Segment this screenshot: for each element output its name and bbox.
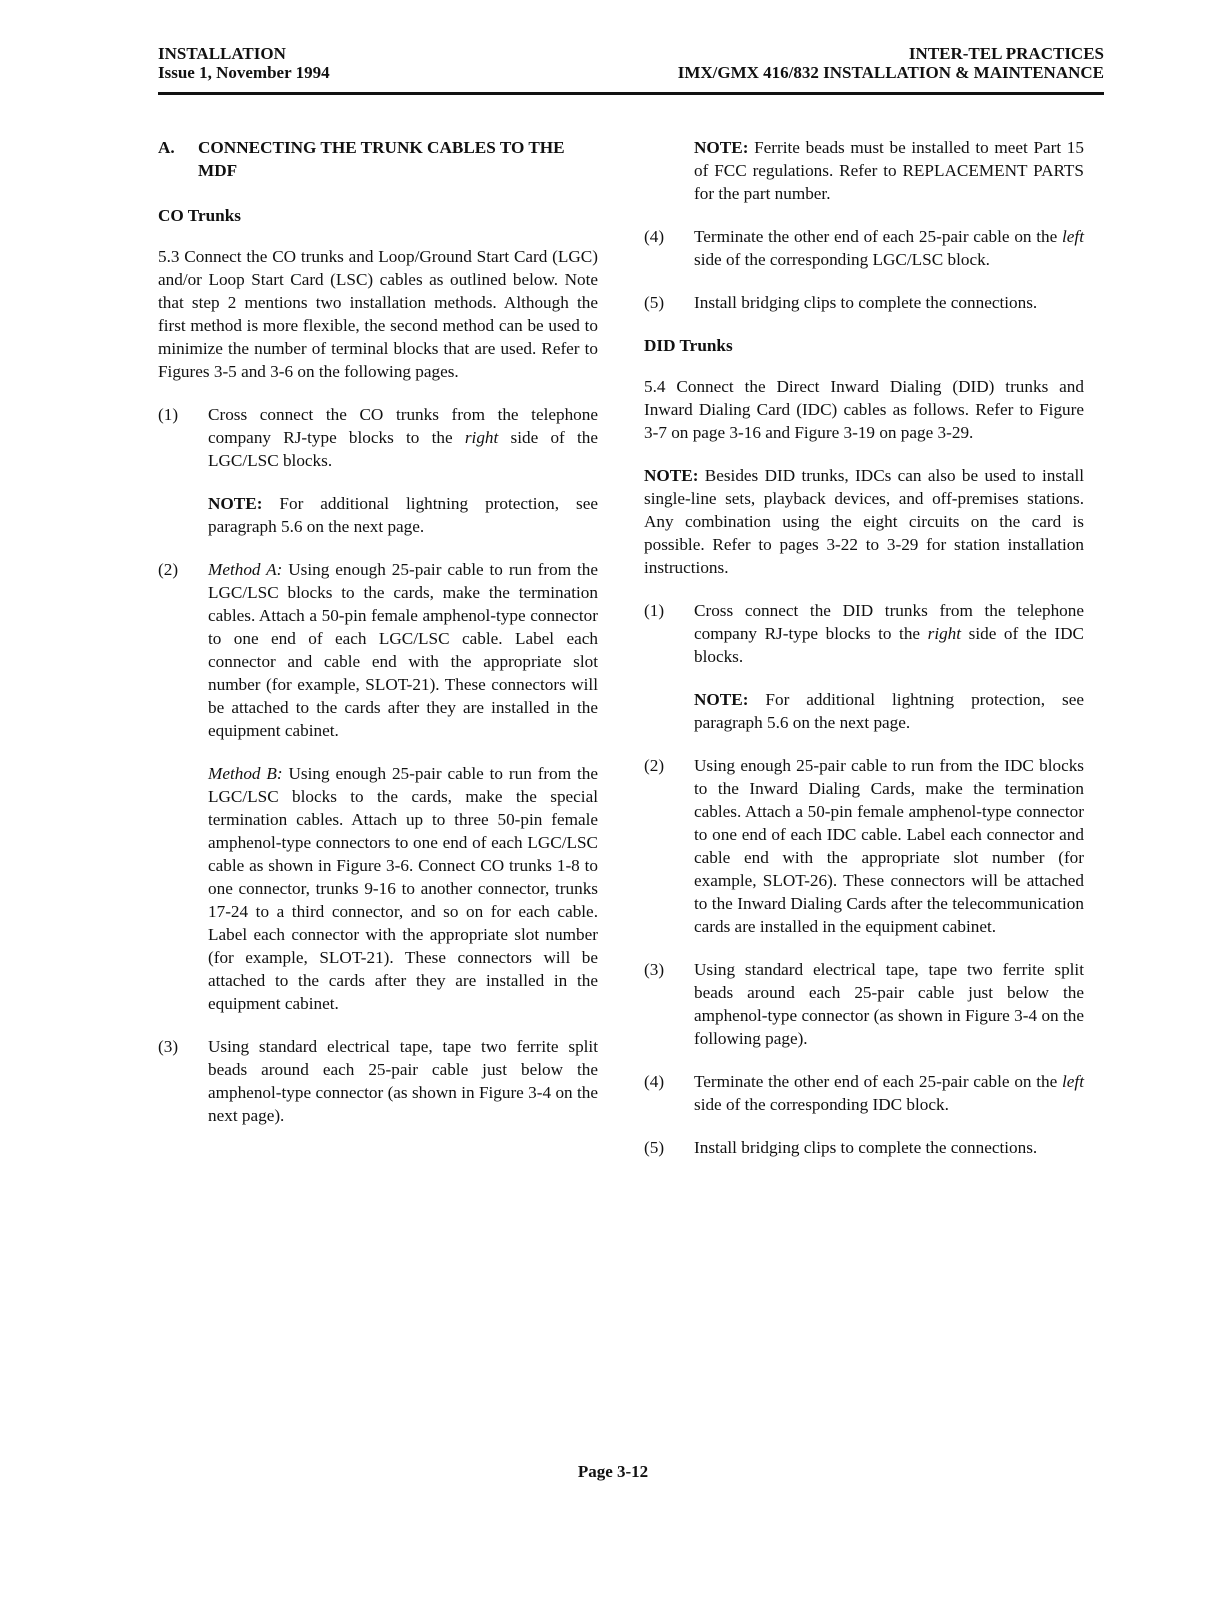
step-number: (5) xyxy=(644,1138,665,1157)
did-note: NOTE: Besides DID trunks, IDCs can also be used to install single-line sets, playback devices, and off-premises stations. Any combination using the eight circuits on the card is possible. Refer to pages 3-22 to 3-29 for station installation instructions. xyxy=(644,466,1084,577)
co-step-4 xyxy=(644,225,1084,271)
section-letter: A. xyxy=(158,138,175,157)
section-heading xyxy=(158,136,598,182)
co-step-1 xyxy=(158,403,598,538)
header-rule xyxy=(158,92,1104,95)
step-note: NOTE: For additional lightning protection, see paragraph 5.6 on the next page. xyxy=(694,690,1084,732)
did-step-3 xyxy=(644,958,1084,1050)
did-step-4 xyxy=(644,1070,1084,1116)
running-header-left xyxy=(158,44,330,82)
step-number: (2) xyxy=(158,560,179,579)
right-column xyxy=(644,136,1084,1179)
step-number: (4) xyxy=(644,227,665,246)
paragraph-5-4: 5.4 Connect the Direct Inward Dialing (DID) trunks and Inward Dialing Card (IDC) cables as follows. Refer to Figure 3-7 on page 3-16 and Figure 3-19 on page 3-29. xyxy=(644,377,1084,442)
co-trunks-heading: CO Trunks xyxy=(158,206,241,225)
section-title: CONNECTING THE TRUNK CABLES TO THE MDF xyxy=(198,138,565,180)
step-number: (5) xyxy=(644,293,665,312)
running-header-right xyxy=(678,44,1104,82)
co-step-3 xyxy=(158,1035,598,1127)
step-body: Terminate the other end of each 25-pair cable on the left side of the corresponding IDC block. xyxy=(694,1072,1084,1114)
did-trunks-heading: DID Trunks xyxy=(644,336,733,355)
header-publisher: INTER-TEL PRACTICES xyxy=(908,44,1104,63)
step-body xyxy=(208,558,598,1015)
step-number: (3) xyxy=(158,1037,179,1056)
step-body: Terminate the other end of each 25-pair cable on the left side of the corresponding LGC/LSC block. xyxy=(694,227,1084,269)
step-number: (1) xyxy=(644,601,665,620)
header-section-title: INSTALLATION xyxy=(158,44,286,63)
step-number: (1) xyxy=(158,405,179,424)
step-number: (4) xyxy=(644,1072,665,1091)
did-step-2 xyxy=(644,754,1084,938)
method-a-text: Method A: Using enough 25-pair cable to run from the LGC/LSC blocks to the cards, make the termination cables. Attach a 50-pin female amphenol-type connector to one end of each LGC/LSC cable. Label each connector and cable end with the appropriate slot number (for example, SLOT-21). These connectors will be attached to the cards after they are installed in the equipment cabinet. xyxy=(208,560,598,740)
co-step-2 xyxy=(158,558,598,1015)
step-body: Using standard electrical tape, tape two ferrite split beads around each 25-pair cable just below the amphenol-type connector (as shown in Figure 3-4 on the following page). xyxy=(694,960,1084,1048)
header-manual-title: IMX/GMX 416/832 INSTALLATION & MAINTENANCE xyxy=(677,63,1104,82)
paragraph-5-3: 5.3 Connect the CO trunks and Loop/Ground Start Card (LGC) and/or Loop Start Card (LSC) cables as outlined below. Note that step 2 mentions two installation methods. Although the first method is more flexible, the second method can be used to minimize the number of terminal blocks that are used. Refer to Figures 3-5 and 3-6 on the following pages. xyxy=(158,247,598,381)
step-number: (2) xyxy=(644,756,665,775)
header-issue-date: Issue 1, November 1994 xyxy=(158,63,330,82)
step-body: Using enough 25-pair cable to run from the IDC blocks to the Inward Dialing Cards, make the termination cables. Attach a 50-pin female amphenol-type connector to one end of each IDC cable. Label each connector and cable end with the appropriate slot number (for example, SLOT-26). These connectors will be attached to the Inward Dialing Cards after the telecommunication cards are installed in the equipment cabinet. xyxy=(694,756,1084,936)
did-step-5 xyxy=(644,1136,1084,1159)
step-note: NOTE: For additional lightning protection, see paragraph 5.6 on the next page. xyxy=(208,494,598,536)
step-body: Install bridging clips to complete the connections. xyxy=(694,1138,1038,1157)
page-number: Page 3-12 xyxy=(577,1462,649,1481)
left-column xyxy=(158,136,598,1147)
step-body: Using standard electrical tape, tape two ferrite split beads around each 25-pair cable just below the amphenol-type connector (as shown in Figure 3-4 on the next page). xyxy=(208,1037,598,1125)
step-body xyxy=(694,599,1084,734)
step-body: Install bridging clips to complete the connections. xyxy=(694,293,1038,312)
step-text: Cross connect the DID trunks from the telephone company RJ-type blocks to the right side of the IDC blocks. xyxy=(694,601,1084,666)
did-step-1 xyxy=(644,599,1084,734)
method-b-text: Method B: Using enough 25-pair cable to run from the LGC/LSC blocks to the cards, make the special termination cables. Attach up to three 50-pin female amphenol-type connectors to one end of each LGC/LSC cable as shown in Figure 3-6. Connect CO trunks 1-8 to one connector, trunks 9-16 to another connector, trunks 17-24 to a third connector, and so on for each cable. Label each connector with the appropriate slot number (for example, SLOT-21). These connectors will be attached to the cards after they are installed in the equipment cabinet. xyxy=(208,764,598,1013)
co-step-5 xyxy=(644,291,1084,314)
step-number: (3) xyxy=(644,960,665,979)
step-text: Cross connect the CO trunks from the telephone company RJ-type blocks to the right side of the LGC/LSC blocks. xyxy=(208,405,598,470)
ferrite-note: NOTE: Ferrite beads must be installed to meet Part 15 of FCC regulations. Refer to REPLACEMENT PARTS for the part number. xyxy=(694,138,1084,203)
step-body xyxy=(208,403,598,538)
